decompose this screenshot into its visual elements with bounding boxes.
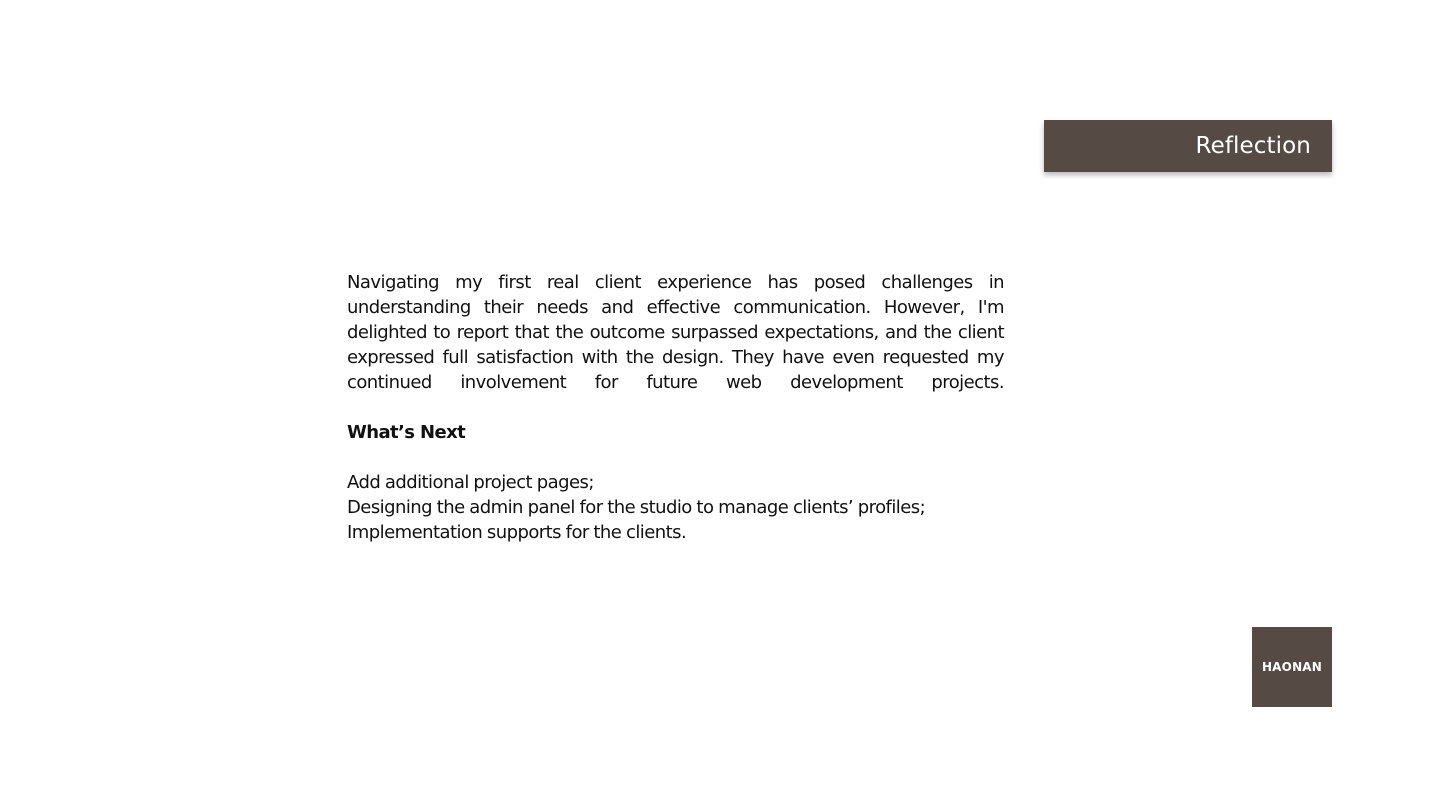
whats-next-list [347,470,1004,545]
section-title: Reflection [1195,133,1311,159]
reflection-content [347,270,1004,545]
list-item: Implementation supports for the clients. [347,522,687,543]
brand-logo[interactable] [1252,627,1332,707]
whats-next-heading: What’s Next [347,422,466,443]
section-title-banner [1044,120,1332,172]
reflection-paragraph: Navigating my first real client experience has posed challenges in understanding their needs and effective communication. However, I'm delighted to report that the outcome surpassed expectations, and the client expressed full satisfaction with the design. They have even requested my continued involvement for future web development projects. [347,272,1004,393]
list-item: Add additional project pages; [347,472,594,493]
list-item: Designing the admin panel for the studio to manage clients’ profiles; [347,497,926,518]
brand-logo-text: HAONAN [1261,660,1323,674]
